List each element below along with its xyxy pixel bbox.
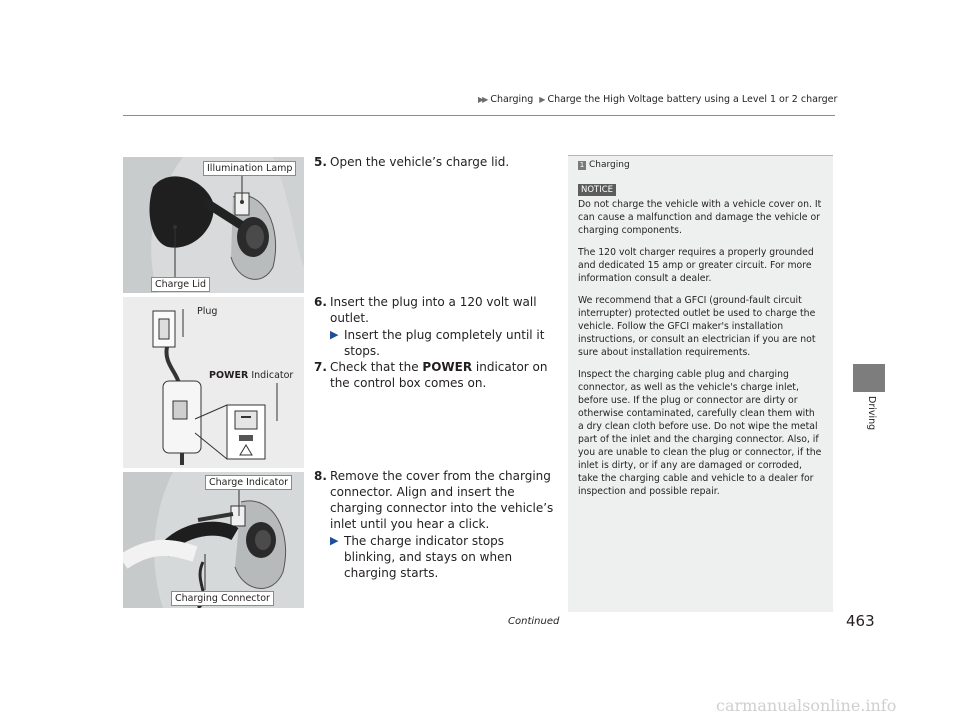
label-plug: Plug [197, 306, 218, 317]
step-8-number: 8. [314, 469, 327, 483]
callout-charge-indicator: Charge Indicator [205, 475, 292, 490]
label-power-rest: Indicator [248, 370, 294, 381]
section-tab-label[interactable]: Driving [866, 396, 877, 431]
step-8 [314, 468, 559, 532]
note-title [578, 160, 823, 170]
plug-control-box-illustration [123, 297, 304, 468]
note-paragraph-4: Inspect the charging cable plug and charging connector, as well as the vehicle's charge inlet, before use. If the plug or connector are dirty or otherwise contaminated, carefully clean them with a dry clean cloth before use. Do not wipe the metal part of the inlet and the charging connector. Also, if you are unable to clean the plug or connector, if the inlet is dirty, or if any are damaged or corroded, take the charging cable and vehicle to a dealer for inspection and possible repair. [578, 369, 822, 497]
result-arrow-icon: ▶ [330, 328, 339, 341]
step-8-result-text: The charge indicator stops blinking, and stays on when charging starts. [344, 534, 513, 580]
step-5-number: 5. [314, 155, 327, 169]
note-paragraph-1: Do not charge the vehicle with a vehicle cover on. It can cause a malfunction and damage the vehicle or charging components. [578, 199, 822, 236]
step-5-block [314, 154, 554, 171]
step-7 [314, 359, 559, 391]
continued-label: Continued [508, 616, 560, 627]
step-6-result-text: Insert the plug completely until it stops. [344, 328, 545, 358]
header-rule [123, 115, 835, 116]
label-power-bold: POWER [209, 370, 249, 381]
step-6-number: 6. [314, 295, 327, 309]
step-5-text: Open the vehicle’s charge lid. [330, 155, 510, 169]
note-reference-icon: 1 [579, 160, 585, 169]
section-tab-marker [853, 364, 885, 392]
step-6-text: Insert the plug into a 120 volt wall outlet. [330, 295, 537, 325]
callout-illumination-lamp: Illumination Lamp [203, 161, 296, 176]
charge-lid-illustration [123, 157, 304, 293]
step-6-result [314, 327, 559, 359]
step-6-7-block [314, 294, 559, 392]
figure-plug-control-box [123, 297, 304, 468]
step-7-number: 7. [314, 360, 327, 374]
figure-charging-connector [123, 472, 304, 608]
breadcrumb-item-current: Charge the High Voltage battery using a Level 1 or 2 charger [547, 94, 838, 105]
step-6 [314, 294, 559, 326]
callout-charge-lid: Charge Lid [151, 277, 210, 292]
label-power-indicator [209, 370, 293, 381]
step-5 [314, 154, 554, 170]
step-7-post: indicator on the control box comes on. [330, 360, 548, 390]
notice-badge: NOTICE [578, 184, 616, 196]
breadcrumb [478, 94, 837, 105]
step-7-bold: POWER [422, 360, 473, 374]
result-arrow-icon: ▶ [330, 534, 339, 547]
step-8-block [314, 468, 559, 581]
note-sidebar [568, 155, 833, 612]
double-arrow-icon: ▶▶ [478, 95, 487, 104]
callout-charging-connector: Charging Connector [171, 591, 274, 606]
breadcrumb-item-charging[interactable]: Charging [490, 94, 534, 105]
charging-connector-illustration [123, 472, 304, 608]
note-paragraph-2: The 120 volt charger requires a properly grounded and dedicated 15 amp or greater circuit. For more information consult a dealer. [578, 247, 814, 284]
note-paragraph-3: We recommend that a GFCI (ground-fault circuit interrupter) protected outlet be used to charge the vehicle. Follow the GFCI maker's installation instructions, or consult an electrician if you are not sure about installation requirements. [578, 295, 816, 358]
page-number: 463 [846, 612, 875, 630]
step-7-pre: Check that the [330, 360, 423, 374]
step-8-text: Remove the cover from the charging connector. Align and insert the charging connector into the vehicle’s inlet until you hear a click. [330, 469, 554, 531]
step-8-result [314, 533, 559, 581]
note-title-text: Charging [589, 160, 630, 170]
figure-charge-lid [123, 157, 304, 293]
arrow-icon: ▶ [539, 95, 544, 104]
watermark: carmanualsonline.info [716, 696, 897, 715]
